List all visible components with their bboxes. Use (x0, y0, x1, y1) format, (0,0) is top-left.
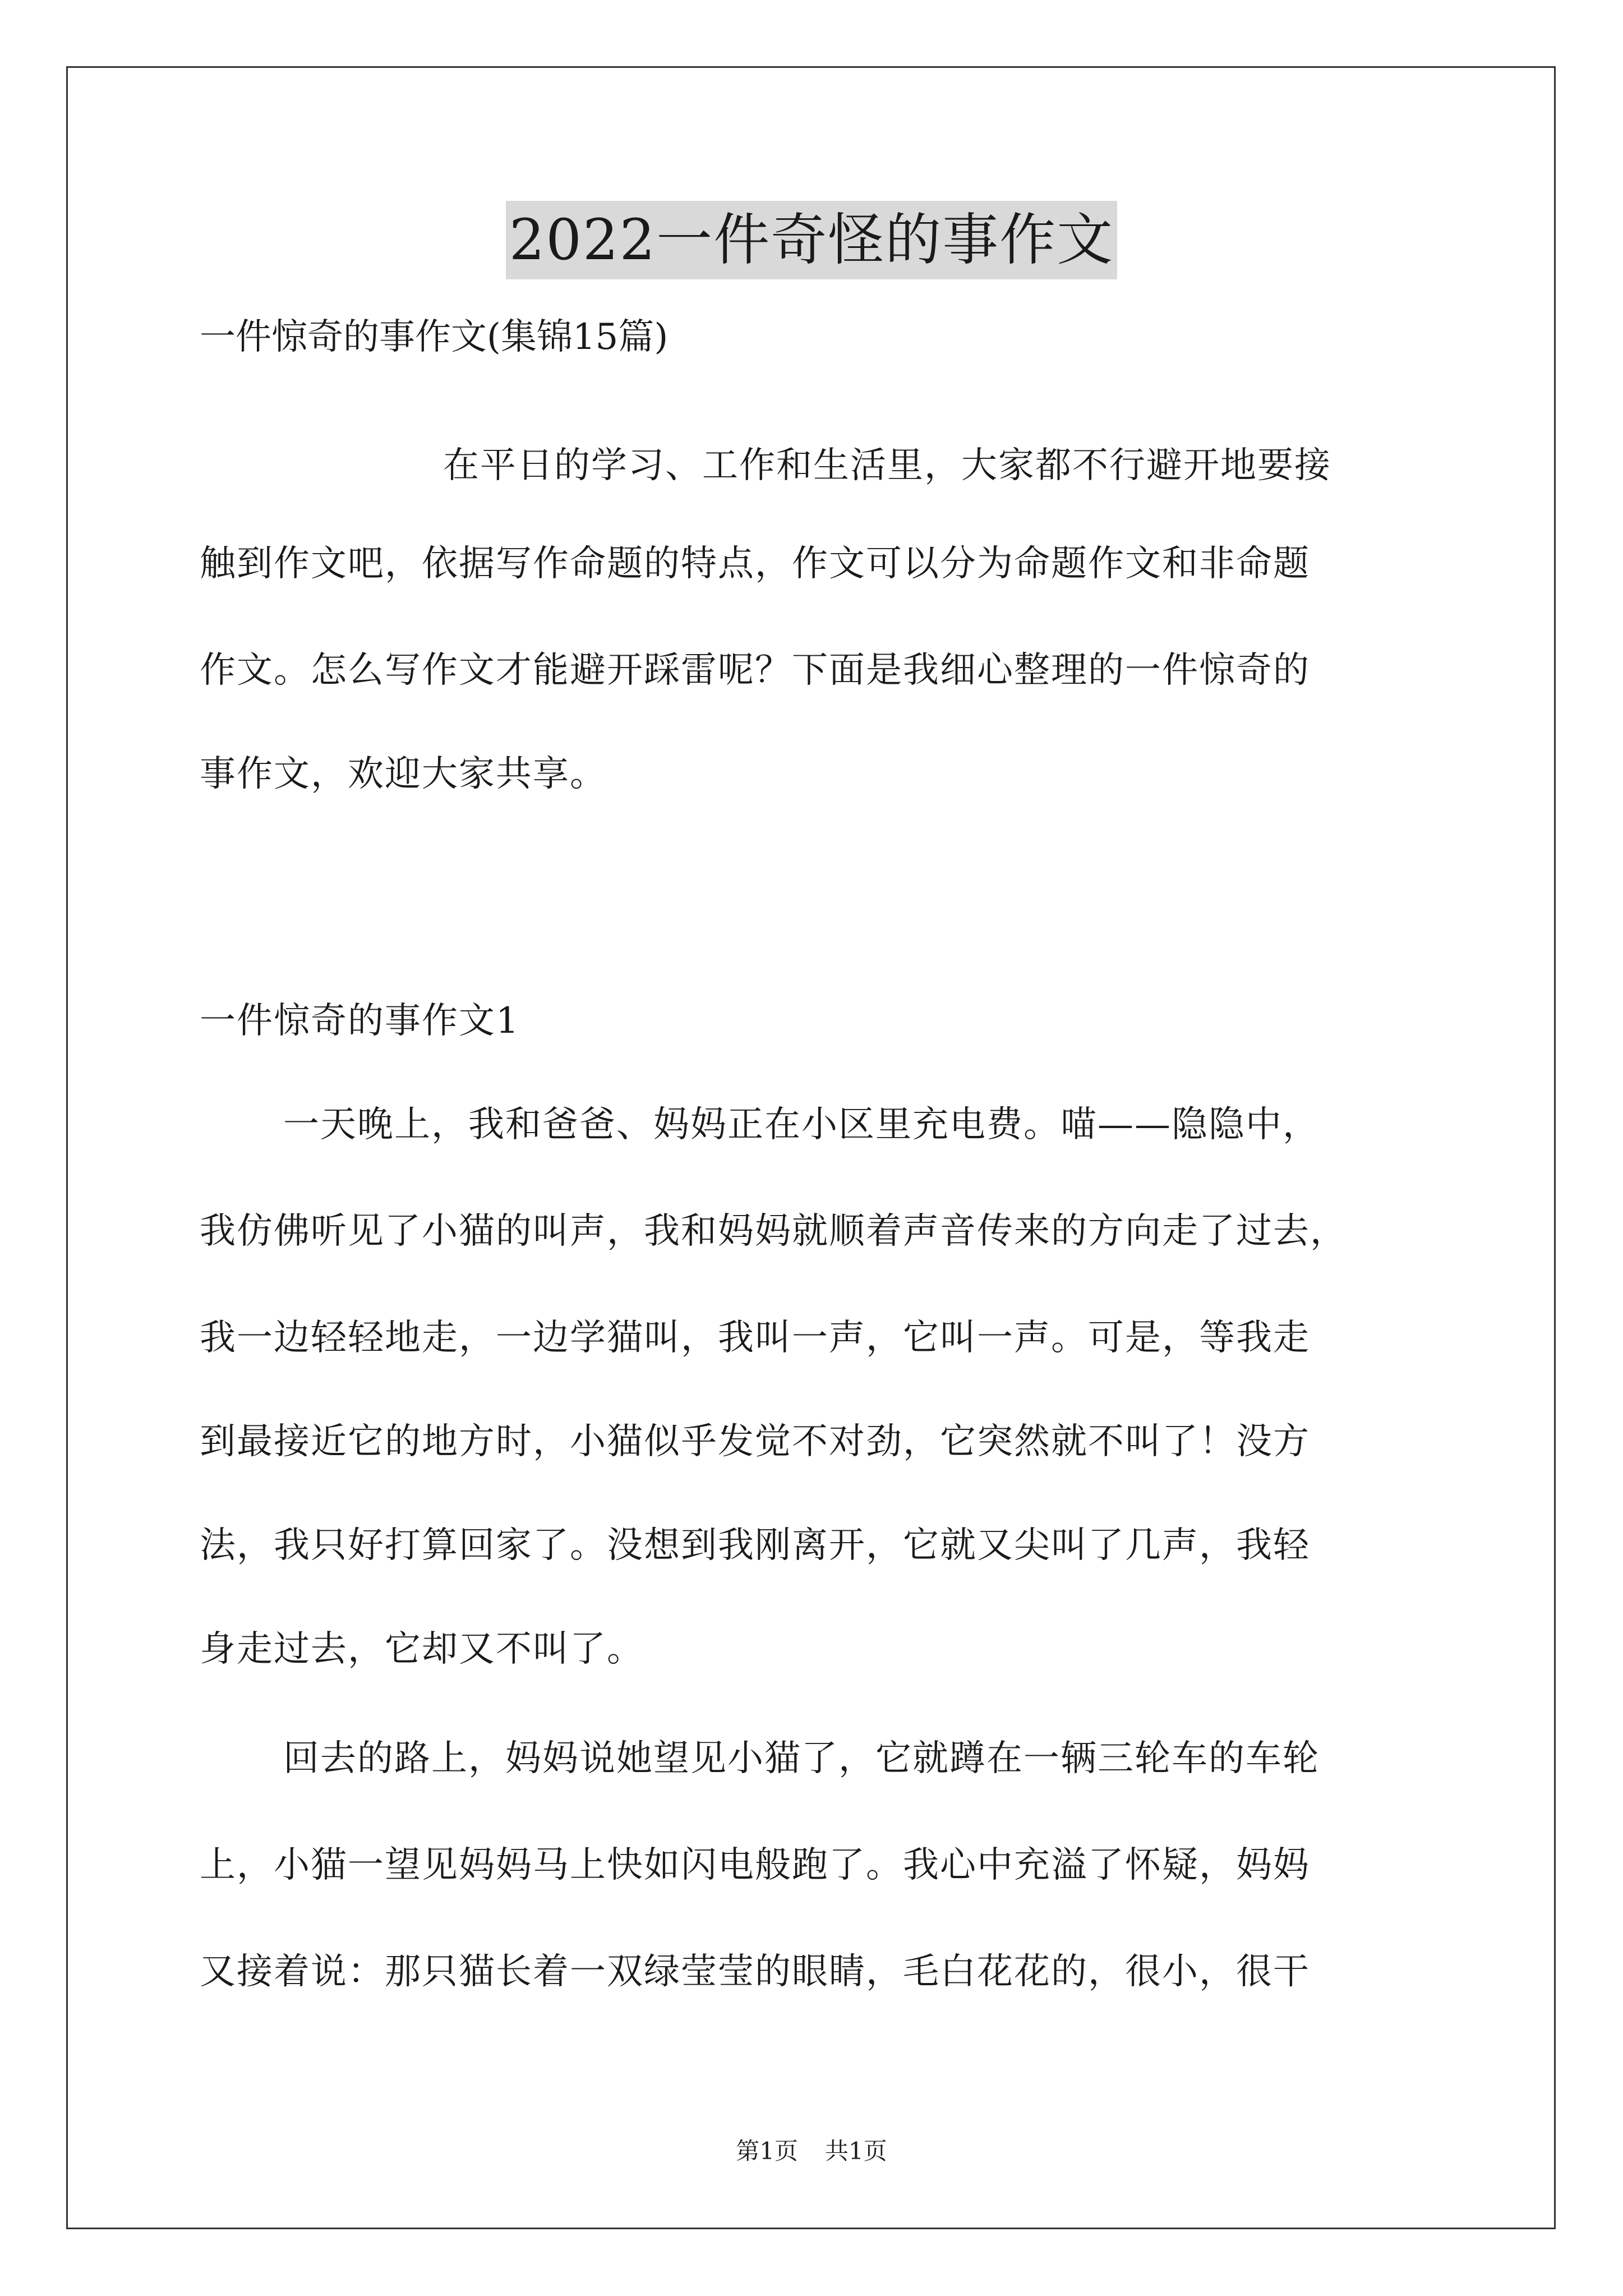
paragraph1-line-1: 一天晚上，我和爸爸、妈妈正在小区里充电费。喵——隐隐中， (283, 1104, 1320, 1145)
paragraph1-line-4: 到最接近它的地方时，小猫似乎发觉不对劲，它突然就不叫了！没方 (200, 1421, 1310, 1462)
section-heading: 一件惊奇的事作文1 (200, 1000, 520, 1042)
paragraph1-line-3: 我一边轻轻地走，一边学猫叫，我叫一声，它叫一声。可是，等我走 (200, 1317, 1310, 1359)
paragraph1-line-6: 身走过去，它却又不叫了。 (200, 1628, 644, 1670)
title-container (0, 201, 1623, 279)
document-title: 2022一件奇怪的事作文 (506, 201, 1118, 279)
page-total: 共1页 (825, 2137, 887, 2165)
intro-line-2: 触到作文吧，依据写作命题的特点，作文可以分为命题作文和非命题 (200, 543, 1310, 585)
paragraph2-line-1: 回去的路上，妈妈说她望见小猫了，它就蹲在一辆三轮车的车轮 (283, 1738, 1320, 1779)
paragraph2-line-2: 上，小猫一望见妈妈马上快如闪电般跑了。我心中充溢了怀疑，妈妈 (200, 1844, 1310, 1886)
page-number: 第1页 (736, 2137, 798, 2165)
document-subtitle: 一件惊奇的事作文(集锦15篇) (200, 316, 668, 358)
page-footer (0, 2134, 1623, 2168)
paragraph2-line-3: 又接着说：那只猫长着一双绿莹莹的眼睛，毛白花花的，很小，很干 (200, 1951, 1310, 1993)
paragraph1-line-2: 我仿佛听见了小猫的叫声，我和妈妈就顺着声音传来的方向走了过去， (200, 1211, 1347, 1252)
paragraph1-line-5: 法，我只好打算回家了。没想到我刚离开，它就又尖叫了几声，我轻 (200, 1525, 1310, 1566)
intro-line-4: 事作文，欢迎大家共享。 (200, 753, 607, 795)
intro-line-1: 在平日的学习、工作和生活里，大家都不行避开地要接 (443, 445, 1331, 486)
intro-line-3: 作文。怎么写作文才能避开踩雷呢？下面是我细心整理的一件惊奇的 (200, 650, 1310, 691)
